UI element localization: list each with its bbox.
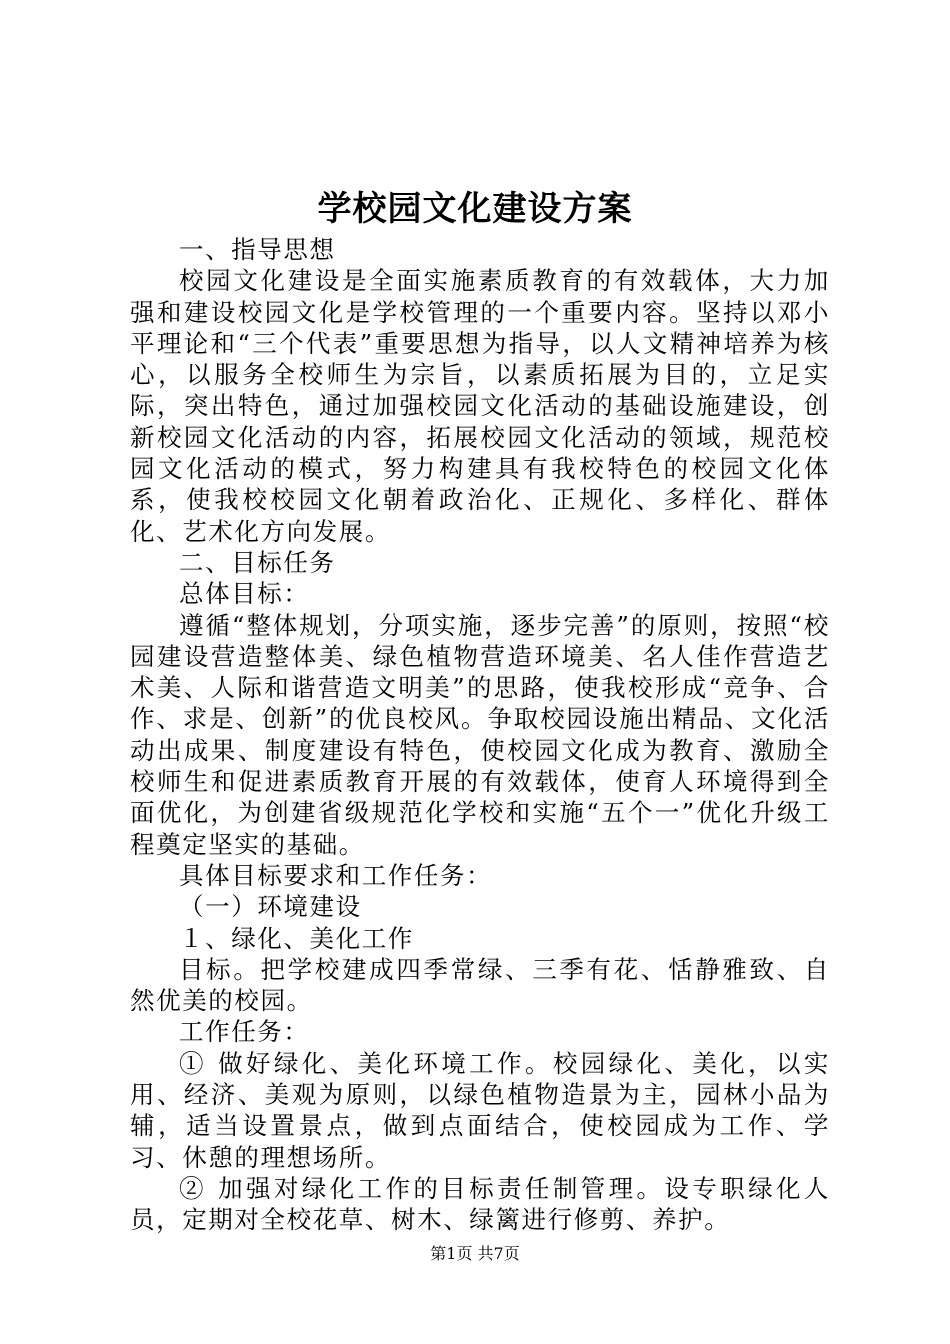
heading-goals-tasks: 二、目标任务 [179, 547, 336, 577]
subheading-environment: （一）环境建设 [179, 892, 362, 922]
list-item-task-1: ① 做好绿化、美化环境工作。校园绿化、美化，以实用、经济、美观为原则，以绿色植物造景为主，园林小品为辅，适当设置景点，做到点面结合，使校园成为工作、学习、休憩的理想场所。 [130, 1048, 830, 1172]
subheading-specific-goals: 具体目标要求和工作任务： [179, 860, 493, 890]
subheading-greening: １、绿化、美化工作 [179, 923, 414, 953]
subheading-overall-goal: 总体目标： [179, 579, 310, 609]
paragraph-overall-goal: 遵循“整体规划，分项实施，逐步完善”的原则，按照“校园建设营造整体美、绿色植物营造环境美、名人佳作营造艺术美、人际和谐营造文明美”的思路，使我校形成“竞争、合作、求是、创新”的优良校风。争取校园设施出精品、文化活动出成果、制度建设有特色，使校园文化成为教育、激励全校师生和促进素质教育开展的有效载体，使育人环境得到全面优化，为创建省级规范化学校和实施“五个一”优化升级工程奠定坚实的基础。 [130, 610, 830, 859]
document-title: 学校园文化建设方案 [317, 189, 633, 229]
paragraph-greening-goal: 目标。把学校建成四季常绿、三季有花、恬静雅致、自然优美的校园。 [130, 954, 830, 1016]
paragraph-guiding-ideology: 校园文化建设是全面实施素质教育的有效载体，大力加强和建设校园文化是学校管理的一个重要内容。坚持以邓小平理论和“三个代表”重要思想为指导，以人文精神培养为核心，以服务全校师生为宗旨，以素质拓展为目的，立足实际，突出特色，通过加强校园文化活动的基础设施建设，创新校园文化活动的内容，拓展校园文化活动的领域，规范校园文化活动的模式，努力构建具有我校特色的校园文化体系，使我校校园文化朝着政治化、正规化、多样化、群体化、艺术化方向发展。 [130, 266, 830, 546]
list-item-task-2: ② 加强对绿化工作的目标责任制管理。设专职绿化人员，定期对全校花草、树木、绿篱进行修剪、养护。 [130, 1173, 830, 1235]
document-body [130, 234, 830, 1236]
page-number-footer: 第1页 共7页 [430, 1244, 520, 1263]
heading-guiding-ideology: 一、指导思想 [179, 235, 336, 264]
subheading-work-tasks: 工作任务： [179, 1017, 310, 1047]
